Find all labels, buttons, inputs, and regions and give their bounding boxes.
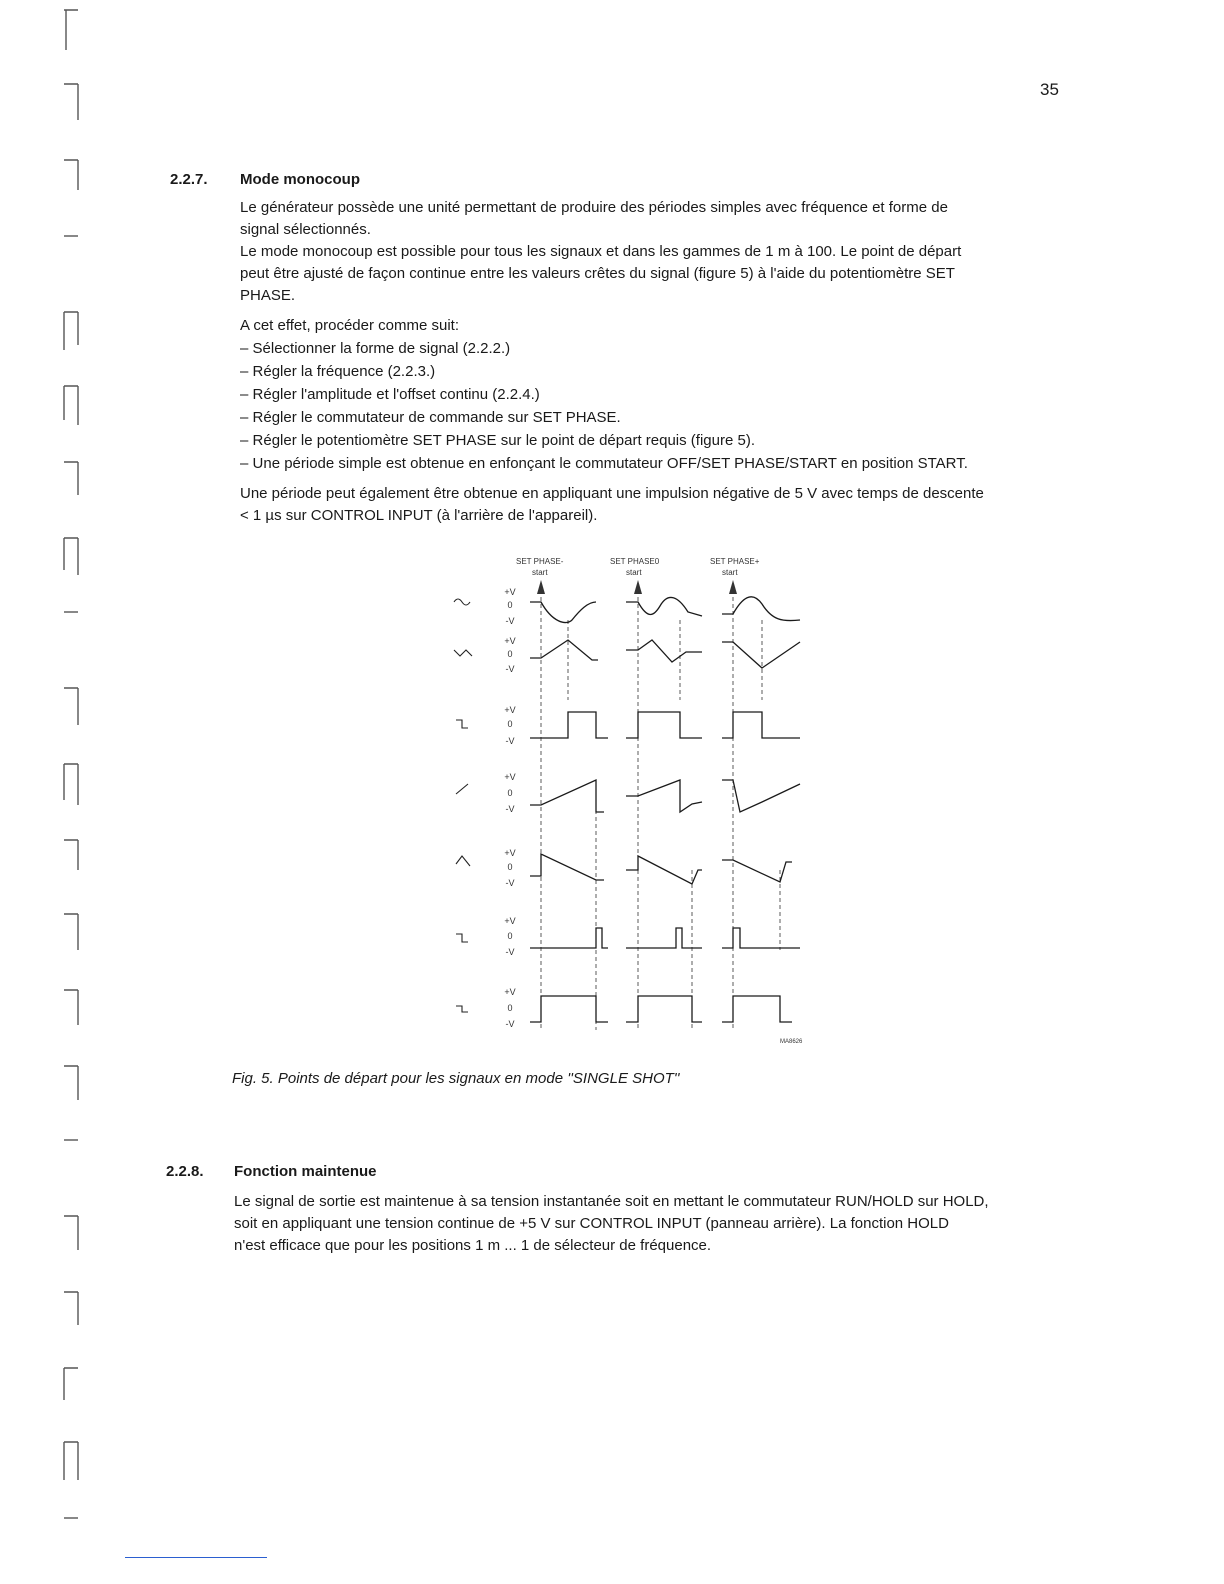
axis-label-zero: 0 — [507, 719, 513, 729]
waveform-neg-pulse-c — [722, 996, 792, 1022]
list-item: – Régler le potentiomètre SET PHASE sur le point de départ requis (figure 5). — [240, 429, 1080, 452]
list-item: – Régler la fréquence (2.2.3.) — [240, 360, 1080, 383]
procedure-intro: A cet effet, procéder comme suit: — [240, 317, 459, 334]
axis-label-pos: +V — [504, 636, 516, 646]
page-number: 35 — [1040, 80, 1059, 99]
paragraph-line: signal sélectionnés. — [240, 221, 371, 238]
axis-label-pos: +V — [504, 848, 516, 858]
column-sub-minus: start — [532, 568, 548, 577]
axis-label-pos: +V — [504, 587, 516, 597]
paragraph-line: Le générateur possède une unité permettant de produire des périodes simples avec fréquence et forme de — [240, 199, 948, 216]
axis-label-neg: -V — [505, 736, 515, 746]
section-title: Fonction maintenue — [234, 1163, 377, 1180]
axis-label-zero: 0 — [507, 788, 513, 798]
section-number: 2.2.8. — [166, 1163, 204, 1180]
waveform-ramp-down-a — [530, 854, 604, 880]
column-sub-plus: start — [722, 568, 738, 577]
triangle-symbol — [454, 650, 472, 656]
waveform-pulse-b — [626, 928, 702, 948]
paragraph-line: n'est efficace que pour les positions 1 m ... 1 de sélecteur de fréquence. — [234, 1237, 712, 1254]
footer-rule — [125, 1557, 267, 1558]
waveform-diagram — [440, 550, 820, 1050]
section-title: Mode monocoup — [240, 171, 360, 188]
paragraph-line: Le mode monocoup est possible pour tous les signaux et dans les gammes de 1 m à 100. Le point de départ — [240, 243, 962, 260]
paragraph-line: PHASE. — [240, 287, 296, 304]
axis-label-pos: +V — [504, 916, 516, 926]
waveform-triangle-b — [626, 640, 702, 662]
figure-ref: MA8626 — [780, 1039, 803, 1045]
waveform-ramp-b — [626, 780, 702, 812]
list-item: – Sélectionner la forme de signal (2.2.2.) — [240, 337, 1080, 360]
axis-label-neg: -V — [505, 804, 515, 814]
waveform-sine-c — [722, 597, 800, 621]
column-sub-zero: start — [626, 568, 642, 577]
waveform-sine-b — [626, 597, 702, 616]
waveform-square-c — [722, 712, 800, 738]
waveform-sine-a — [530, 602, 596, 623]
waveform-pulse-c — [722, 928, 800, 948]
pulse-symbol — [456, 934, 468, 942]
waveform-square-b — [626, 712, 702, 738]
section-2-2-8 — [166, 1163, 1106, 1257]
waveform-ramp-down-c — [722, 860, 792, 882]
waveform-triangle-c — [722, 642, 800, 668]
waveform-square-a — [530, 712, 608, 738]
waveform-triangle-a — [530, 640, 598, 660]
column-label-minus: SET PHASE- — [516, 557, 564, 566]
waveform-neg-pulse-a — [530, 996, 608, 1022]
waveform-pulse-a — [530, 928, 608, 948]
axis-label-zero: 0 — [507, 1003, 513, 1013]
axis-label-zero: 0 — [507, 600, 513, 610]
axis-label-pos: +V — [504, 772, 516, 782]
column-label-plus: SET PHASE+ — [710, 557, 760, 566]
axis-label-pos: +V — [504, 987, 516, 997]
column-label-zero: SET PHASE0 — [610, 557, 660, 566]
axis-label-neg: -V — [505, 878, 515, 888]
figure-5 — [440, 550, 820, 1050]
axis-label-zero: 0 — [507, 649, 513, 659]
axis-label-pos: +V — [504, 705, 516, 715]
section-2-2-7 — [170, 171, 1070, 527]
paragraph-line: peut être ajusté de façon continue entre les valeurs crêtes du signal (figure 5) à l'aide du potentiomètre SET — [240, 265, 955, 282]
paragraph-line: < 1 µs sur CONTROL INPUT (à l'arrière de l'appareil). — [240, 507, 598, 524]
neg-pulse-symbol — [456, 1006, 468, 1012]
axis-label-neg: -V — [505, 664, 515, 674]
waveform-ramp-c — [722, 780, 800, 812]
list-item: – Régler l'amplitude et l'offset continu (2.2.4.) — [240, 383, 1080, 406]
paragraph-line: Une période peut également être obtenue en appliquant une impulsion négative de 5 V avec temps de descente — [240, 485, 984, 502]
paragraph-line: Le signal de sortie est maintenue à sa tension instantanée soit en mettant le commutateur RUN/HOLD sur HOLD, — [234, 1193, 989, 1210]
axis-label-neg: -V — [505, 616, 515, 626]
axis-label-zero: 0 — [507, 862, 513, 872]
axis-label-neg: -V — [505, 947, 515, 957]
figure-caption: Fig. 5. Points de départ pour les signaux en mode ''SINGLE SHOT'' — [232, 1070, 680, 1087]
binding-margin-marks — [58, 0, 88, 1584]
axis-label-zero: 0 — [507, 931, 513, 941]
axis-label-neg: -V — [505, 1019, 515, 1029]
sine-symbol — [454, 599, 470, 605]
square-symbol — [456, 720, 468, 728]
section-number: 2.2.7. — [170, 171, 208, 188]
list-item: – Une période simple est obtenue en enfonçant le commutateur OFF/SET PHASE/START en position START. — [240, 452, 1080, 475]
ramp-up-symbol — [456, 784, 468, 794]
waveform-neg-pulse-b — [626, 996, 702, 1022]
list-item: – Régler le commutateur de commande sur SET PHASE. — [240, 406, 1080, 429]
waveform-ramp-down-b — [626, 856, 702, 884]
procedure-steps — [240, 337, 1080, 475]
ramp-down-symbol — [456, 856, 470, 866]
paragraph-line: soit en appliquant une tension continue de +5 V sur CONTROL INPUT (panneau arrière). La fonction HOLD — [234, 1215, 949, 1232]
